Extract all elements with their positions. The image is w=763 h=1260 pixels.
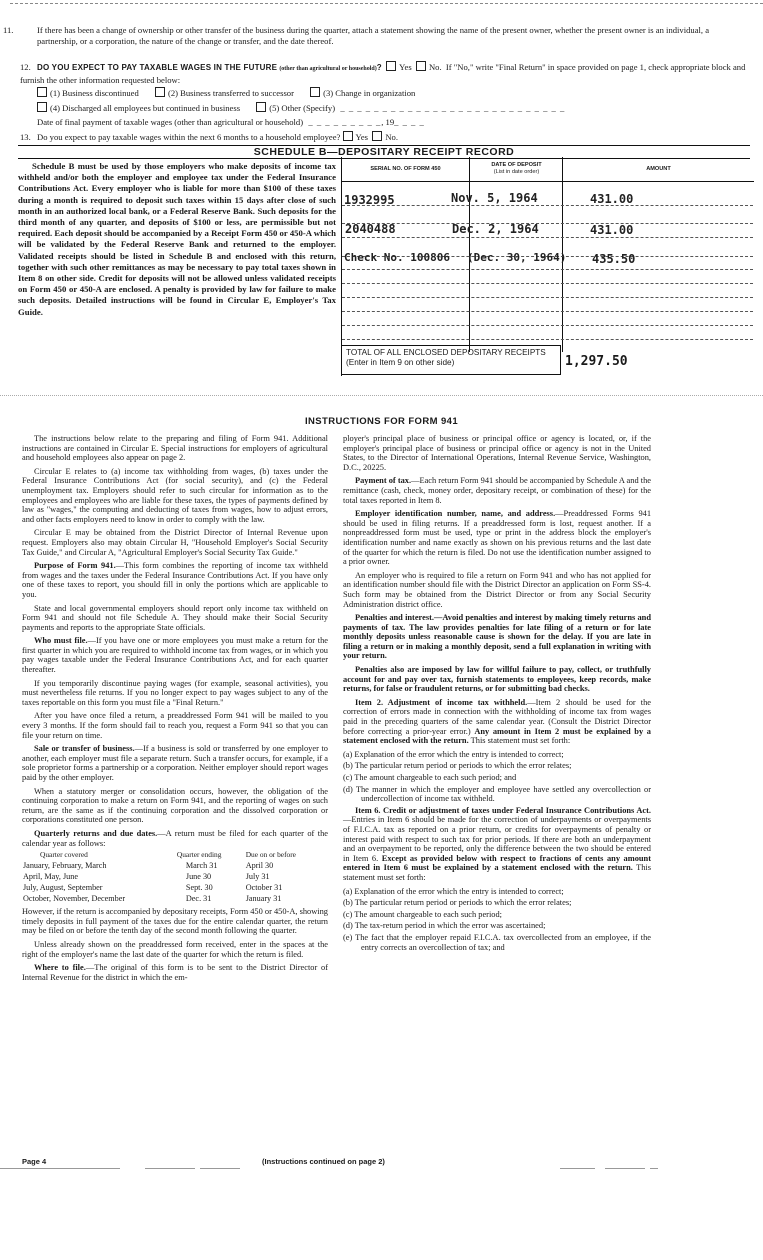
list-item: (b) The particular return period or periods to which the error relates; [343,761,572,771]
q12-yes-checkbox[interactable] [386,61,396,71]
question-11: 11. If there has been a change of ownership or other transfer of the business during the quarter, attach a statement showing the name of the present owner, whether the present owner is an individual, a partnership, or a corporation, the nature of the change or transfer, and the date thereof. [3,25,710,46]
q13-yes-checkbox[interactable] [343,131,353,141]
row-3-date[interactable]: (Dec. 30, 1964) [467,251,567,264]
q13-no-checkbox[interactable] [372,131,382,141]
top-border [10,3,763,4]
option-2-checkbox[interactable] [155,87,165,97]
other-specify-line[interactable]: _ _ _ _ _ _ _ _ _ _ _ _ _ _ _ _ _ _ _ _ _ _ _ _ _ _ _ [337,103,566,113]
list-item: (d) The manner in which the employer and employee have settled any overcollection or undercollection of income tax withheld. [343,784,651,804]
row-2-serial[interactable]: 2040488 [345,222,396,236]
option-3-checkbox[interactable] [310,87,320,97]
schedule-b-text: Schedule B must be used by those employers who make deposits of income tax withheld and/or both the employer and employee tax under the Federal Insurance Contributions Act. Every employer who is liable for more than $100 of these taxes during a month is required to deposit such taxes within 15 days after close of such month in an authorized local bank, or a Federal Reserve Bank. Such deposits for the third month of any quarter, and deposits of $100 or less, are permissible but not required. Each deposit should be accompanied by a Receipt Form 450 or 450-A which will be validated by the Federal Reserve Bank and returned to the employer. Validated receipts should be listed in Schedule B and enclosed with this return, together with such other remittances as may be necessary to pay total taxes shown in Item 8 on other side. Credit for deposits will not be allowed unless validated receipts on Form 450 or 450-A are enclosed. A penalty is provided by law for failure to make such deposits. Detailed instructions will be found in Circular E, Employer's Tax Guide. [18,161,336,317]
table-row: April, May, June June 30 July 31 [23,872,270,882]
q12-no-checkbox[interactable] [416,61,426,71]
option-5-checkbox[interactable] [256,102,266,112]
list-item: (a) Explanation of the error which the entry is intended to correct; [343,886,564,896]
row-1-date[interactable]: Nov. 5, 1964 [451,191,538,205]
total-receipts-value[interactable]: 1,297.50 [565,354,628,369]
row-2-amount[interactable]: 431.00 [590,223,634,237]
question-12-heading: DO YOU EXPECT TO PAY TAXABLE WAGES IN THE FUTURE [37,63,278,72]
question-12: 12. DO YOU EXPECT TO PAY TAXABLE WAGES IN THE FUTURE (other than agricultural or household)? Yes No. If "No," write "Final Return" in space provided on page 1, check appropriate block and furnish the other information requested below: (1) Business discontinued (2) Business transferred to successor (3) Change in organization (4) Discharged all employees but continued in business (5) Other (Specify) _ _ _ _ _ _ _ _ _ _ _ _ _ _ _ _ _ _ _ _ _ _ _ _ _ _ _ Date of final payment of taxable wages (other than agricultural or household) _ _ _ _ _ _ _ _ _, 19_ _ _ _ [20,62,746,127]
final-payment-date-field[interactable]: _ _ _ _ _ _ _ _ _ [305,117,382,127]
list-item: (e) The fact that the employer repaid F.I.C.A. tax overcollected from an employee, if the entry corrects an overcollection of tax; and [343,932,651,952]
col-date-header: DATE OF DEPOSIT (List in date order) [469,157,563,182]
quarter-due-date-table: Quarter covered Quarter ending Due on or before January, February, March March 31 April 30 April, May, June June 30 July 31 July, August, September Sept. 30 October 31 October, November, December Dec. 31 January 31 [22,849,322,904]
total-receipts-label: TOTAL OF ALL ENCLOSED DEPOSITARY RECEIPTS (Enter in Item 9 on other side) [341,345,561,375]
col-amount-header: AMOUNT [562,157,754,182]
instructions-title: INSTRUCTIONS FOR FORM 941 [304,416,459,427]
col-serial-header: SERIAL NO. OF FORM 450 [342,157,469,182]
instructions-right-column: ployer's principal place of business or principal office or agency is located, or, if the employer's principal place of business or principal office or agency is not in the United States, to the Director of International Operations, Internal Revenue Service, Washington, D.C., 20225. Payment of tax.—Each return Form 941 should be accompanied by Schedule A and the remittance (cash, check, money order, depositary receipt, or combination of these) for the total taxes reported in Item 8. Employer identification number, name, and address.—Preaddressed Forms 941 should be used in filing returns. If a preaddressed form is lost, request another. If a nonpreaddressed form must be used, type or print in the address block the employer's identification number and name exactly as shown on his previous returns and the last date of the quarter for which the return is filed. Do not use the identification number assigned to a prior owner. An employer who is required to file a return on Form 941 and who has not applied for an identification number should file with the District Director an application on Form SS-4. Such form may be obtained from the District Director or from any Social Security Administration district office. Penalties and interest.—Avoid penalties and interest by making timely returns and payments of tax. The law provides penalties for late filing of a return or for late monthly deposits unless reasonable cause is shown for the delay. If you are late in filing a return or in making a monthly deposit, send a full explanation in writing with your return. Penalties also are imposed by law for willful failure to pay, collect, or truthfully account for and pay over tax, furnish statements to employees, keep records, make returns, for false or fraudulent returns, or for submitting bad checks. Item 2. Adjustment of income tax withheld.—Item 2 should be used for the correction of errors made in connection with the withholding of income tax from wages paid in the preceding quarters of the same calendar year. (Consult the District Director before correcting a prior-year error.) Any amount in Item 2 must be explained by a statement enclosed with the return. This statement must set forth: (a) Explanation of the error which the entry is intended to correct; (b) The particular return period or periods to which the error relates; (c) The amount chargeable to each such period; and (d) The manner in which the employer and employee have settled any overcollection or undercollection of income tax withheld. Item 6. Credit or adjustment of taxes under Federal Insurance Contributions Act.—Entries in Item 6 should be made for the correction of underpayments or overpayments of F.I.C.A. tax as reported on a prior return, or credits for overpayments of penalty or interest paid with respect to such tax for prior periods. If there are both an underpayment and an overpayment to be reported, only the difference between the two should be entered in Item 6. Except as provided below with respect to fractions of cents any amount entered in Item 6 must be explained by a statement enclosed with the return. This statement must set forth: (a) Explanation of the error which the entry is intended to correct; (b) The particular return period or periods to which the error relates; (c) The amount chargeable to each such period; (d) The tax-return period in which the error was ascertained; (e) The fact that the employer repaid F.I.C.A. tax overcollected from an employee, if the entry corrects an overcollection of tax; and [343,434,652,952]
instructions-left-column: The instructions below relate to the preparing and filing of Form 941. Additional instructions are contained in Circular E. Special instructions for employers of agricultural and household employees also appear on page 2. Circular E relates to (a) income tax withholding from wages, (b) taxes under the Federal Insurance Contributions Act (for social security), and (c) the Federal unemployment tax. Employers should refer to such circular for information as to the employees and employees who are liable for these taxes, the types of payments defined by law as "wages," the computing and deducting of taxes from wages, how to adjust errors, and other facts employers need to know in order to comply with the law. Circular E may be obtained from the District Director of Internal Revenue upon request. Employers also may obtain Circular H, "Household Employer's Social Security Tax Guide," and Circular A, "Agricultural Employer's Social Security Tax Guide." Purpose of Form 941.—This form combines the reporting of income tax withheld from wages and the taxes under the Federal Insurance Contributions Act. If you have only one of these taxes to report, you should fill in only the portions which are applicable to you. State and local governmental employers should report only income tax withheld on Form 941 and should not file Schedule A. They should make their Social Security payments and reports to the appropriate State officials. Who must file.—If you have one or more employees you must make a return for the first quarter in which you are required to withhold income tax from wages, or in which you pay wages taxable under the Federal Insurance Contributions Act, and for each quarter thereafter. If you temporarily discontinue paying wages (for example, seasonal activities), you must nevertheless file returns. If you no longer expect to pay wages subject to any of the taxes reportable on this form you must file a "Final Return." After you have once filed a return, a preaddressed Form 941 will be mailed to you every 3 months. If the form should fail to reach you, request a Form 941 so that you can file your return on time. Sale or transfer of business.—If a business is sold or transferred by one employer to another, each employer must file a separate return. Such a transfer occurs, for example, if a sole proprietor forms a partnership or a corporation. Neither employer should report wages paid by the other employer. When a statutory merger or consolidation occurs, however, the obligation of the continuing corporation to make a return on Form 941, and the reporting of wages on such return, are the same as if the continuing corporation and the dissolved corporation or corporations constituted one person. Quarterly returns and due dates.—A return must be filed for each quarter of the calendar year as follows: Quarter covered Quarter ending Due on or before January, February, March March 31 April 30 April, May, June June 30 July 31 July, August, September Sept. 30 October 31 October, November, December Dec. 31 January 31 However, if the return is accompanied by depositary receipts, Form 450 or 450-A, showing timely deposits in full payment of the taxes due for the entire calendar quarter, the return may be filed on or before the tenth day of the second month following the quarter. Unless already shown on the preaddressed form received, enter in the spaces at the right of the employer's name the last date of the quarter for which the return is filed. Where to file.—The original of this form is to be sent to the District Director of Internal Revenue for the district in which the em- [22,434,328,982]
row-1-amount[interactable]: 431.00 [590,192,634,206]
question-13: 13. Do you expect to pay taxable wages within the next 6 months to a household employee? Yes No. [20,132,398,142]
list-item: (a) Explanation of the error which the entry is intended to correct; [343,749,564,759]
row-2-date[interactable]: Dec. 2, 1964 [452,222,539,236]
option-4-checkbox[interactable] [37,102,47,112]
list-item: (d) The tax-return period in which the error was ascertained; [343,921,546,931]
depositary-receipt-table [341,157,753,376]
continued-note: (Instructions continued on page 2) [262,1157,385,1166]
perforation-line [0,395,763,396]
list-item: (b) The particular return period or periods to which the error relates; [343,898,572,908]
list-item: (c) The amount chargeable to each such period; [343,909,502,919]
row-1-serial[interactable]: 1932995 [344,193,395,207]
list-item: (c) The amount chargeable to each such period; and [343,773,517,782]
table-row: January, February, March March 31 April 30 [23,861,274,871]
item-2-list [343,750,651,804]
option-1-checkbox[interactable] [37,87,47,97]
page-number: Page 4 [22,1157,47,1166]
schedule-b-title: SCHEDULE B—DEPOSITARY RECEIPT RECORD [18,145,750,159]
row-3-serial[interactable]: Check No. 100806 [344,251,450,264]
table-row: July, August, September Sept. 30 October 31 [23,883,283,893]
item-6-list [343,887,651,953]
row-3-amount[interactable]: 435.50 [592,252,636,266]
table-row: October, November, December Dec. 31 January 31 [23,894,282,904]
